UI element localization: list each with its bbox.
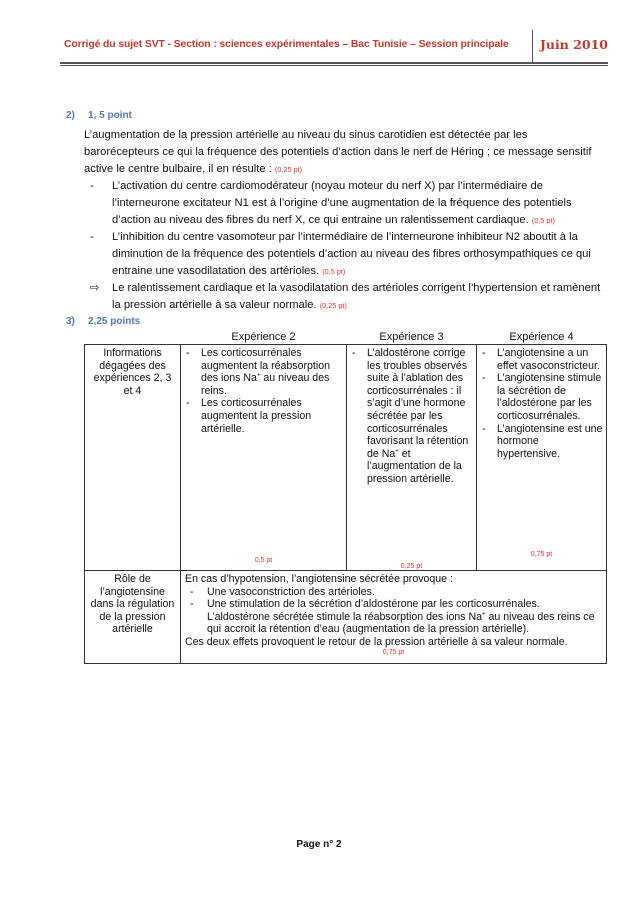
cell-experience-2 — [181, 345, 347, 571]
page-header — [60, 30, 608, 62]
cell-experience-3 — [347, 345, 477, 571]
list-item: - L’angiotensine stimule la sécrétion de l’aldostérone par les corticosurrénales. — [482, 372, 602, 422]
table-header-row — [85, 331, 607, 345]
dash-mark: - — [90, 180, 94, 192]
header-divider — [532, 30, 533, 62]
points-label: (0,25 pt) — [274, 165, 303, 174]
points-label: 0,5 pt — [254, 557, 273, 565]
cell-experience-4 — [477, 345, 607, 571]
section-2-heading — [66, 110, 132, 121]
role-conclusion: Ces deux effets provoquent le retour de la pression artérielle à sa valeur normale. — [185, 635, 568, 648]
table-row — [85, 571, 607, 664]
points-label: 0,75 pt — [382, 648, 405, 656]
section-3-heading — [66, 316, 140, 327]
bullet-item: ⇨ Le ralentissement cardiaque et la vasodilatation des artérioles corrigent l’hypertension et ramènent la pression artérielle à sa valeur normale. (0,25 pt) — [90, 282, 601, 311]
header-date: Juin 2010 — [540, 37, 608, 52]
list-item: - Les corticosurrénales augmentent la pression artérielle. — [186, 397, 312, 435]
experiments-table — [84, 331, 607, 664]
list-item: - L’aldostérone corrige les troubles observés suite à l’ablation des corticosurrénales : il s’agit d’une hormone sécrétée par les corticosurrénales favorisant la rétention de Na+ et l’augmentation de la pression artérielle. — [352, 347, 469, 485]
points-label: (0,5 pt) — [531, 216, 555, 225]
points-label: 0,75 pt — [530, 551, 553, 559]
bullet-item: - L’activation du centre cardiomodérateur (noyau moteur du nerf X) par l’intermédiaire de l’interneurone excitateur N1 est à l’origine d’une augmentation de la fréquence des potentiels d’action au niveau des fibres du nerf X, ce qui entraine un ralentissement cardiaque. (0,5 pt) — [90, 180, 572, 226]
points-label: (0,5 pt) — [322, 267, 346, 276]
list-item-continuation: L’aldostérone sécrétée stimule la réabsorption des ions Na+ au niveau des reins ce qui accroit la rétention d’eau (augmentation de la pression artérielle). — [207, 610, 595, 636]
section-2-number: 2) — [66, 110, 75, 121]
row-label-role: Rôle de l’angiotensine dans la régulation de la pression artérielle — [85, 571, 181, 664]
list-item: - L’angiotensine est une hormone hypertensive. — [482, 422, 603, 460]
points-label: (0,25 pt) — [319, 301, 347, 310]
header-experience-4: Expérience 4 — [477, 331, 607, 345]
header-rule-thin — [60, 65, 608, 66]
list-item: - Les corticosurrénales augmentent la réabsorption des ions Na+ au niveau des reins. — [186, 347, 330, 397]
section-3-title: 2,25 points — [88, 316, 141, 327]
header-title: Corrigé du sujet SVT - Section : sciences expérimentales – Bac Tunisie – Session principale — [64, 39, 509, 50]
cell-role: En cas d’hypotension, l’angiotensine sécrétée provoque : - Une vasoconstriction des artérioles. - Une stimulation de la sécrétion d’aldostérone par les corticosurrénales. L’aldostérone sécrétée stimule la réabsorption des ions Na+ au niveau des reins ce qui accroit la rétention d’eau (augmentation de la pression artérielle). Ces deux effets provoquent le retour de la pression artérielle à sa valeur normale. 0,75 pt — [181, 571, 607, 664]
list-item: - Une stimulation de la sécrétion d’aldostérone par les corticosurrénales. — [190, 598, 540, 611]
list-item: - L’angiotensine a un effet vasoconstricteur. — [482, 347, 600, 372]
bullet-item: - L’inhibition du centre vasomoteur par l’intermédiaire de l’interneurone inhibiteur N2 aboutit à la diminution de la fréquence des potentiels d’action au niveau des fibres orthosympathiques ce qui entraine une vasodilatation des artérioles. (0,5 pt) — [90, 231, 591, 277]
points-label: 0,25 pt — [400, 563, 423, 571]
dash-mark: - — [90, 231, 94, 243]
arrow-right-icon: ⇨ — [90, 282, 100, 294]
section-2-title: 1, 5 point — [88, 110, 132, 121]
page-number: Page n° 2 — [296, 839, 342, 850]
header-rule — [60, 62, 608, 64]
section-3-number: 3) — [66, 316, 75, 327]
section-2-body — [84, 127, 604, 314]
list-item: - Une vasoconstriction des artérioles. — [190, 585, 375, 598]
header-experience-2: Expérience 2 — [181, 331, 347, 345]
section-2-intro: L’augmentation de la pression artérielle au niveau du sinus carotidien est détectée par les barorécepteurs ce qui la fréquence des potentiels d’action dans le nerf de Héring ; ce message sensitif active le centre bulbaire, il en résulte : (0,25 pt) — [84, 129, 592, 175]
header-experience-3: Expérience 3 — [347, 331, 477, 345]
table-row — [85, 345, 607, 571]
row-label-informations: Informations dégagées des expériences 2, 3 et 4 — [85, 345, 181, 571]
